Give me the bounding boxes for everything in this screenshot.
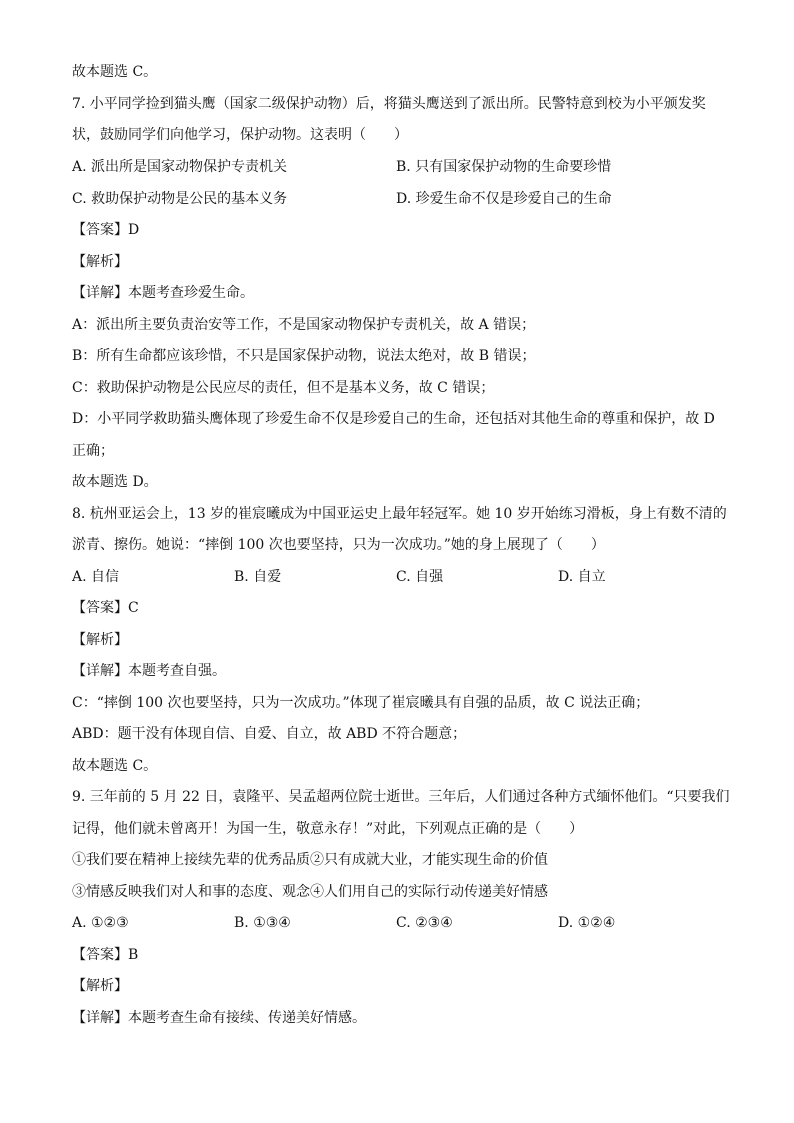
q9-answer: 【答案】B	[72, 947, 139, 963]
q7-explanation-b: B：所有生命都应该珍惜，不只是国家保护动物，说法太绝对，故 B 错误；	[72, 348, 536, 364]
q9-option-b: B. ①③④	[234, 915, 291, 931]
q8-answer: 【答案】C	[72, 600, 139, 616]
q8-stem-line-2: 淤青、擦伤。她说：“摔倒 100 次也要坚持，只为一次成功。”她的身上展现了（ ）	[72, 537, 605, 553]
q7-explanation-a: A：派出所主要负责治安等工作，不是国家动物保护专责机关，故 A 错误；	[72, 317, 536, 333]
q9-option-c: C. ②③④	[396, 915, 453, 931]
q7-options-row-2	[72, 189, 732, 209]
q9-option-a: A. ①②③	[72, 915, 129, 931]
q8-conclusion: 故本题选 C。	[72, 758, 158, 774]
q9-analysis-heading: 【解析】	[72, 978, 128, 994]
q7-explanation-d-line-2: 正确；	[72, 443, 114, 459]
q9-stem-line-2: 记得，他们就未曾离开！为国一生，敬意永存！”对此，下列观点正确的是（ ）	[72, 821, 584, 837]
q7-option-b: B. 只有国家保护动物的生命要珍惜	[396, 159, 612, 175]
q9-option-d: D. ①②④	[558, 915, 616, 931]
q6-conclusion: 故本题选 C。	[72, 64, 158, 80]
q7-explanation-d-line-1: D：小平同学救助猫头鹰体现了珍爱生命不仅是珍爱自己的生命，还包括对其他生命的尊重和保护，故 D	[72, 411, 715, 427]
q8-analysis-heading: 【解析】	[72, 632, 128, 648]
q7-option-c: C. 救助保护动物是公民的基本义务	[72, 191, 288, 207]
q8-detail: 【详解】本题考查自强。	[72, 663, 226, 679]
q7-detail: 【详解】本题考查珍爱生命。	[72, 285, 254, 301]
q8-explanation-abd: ABD：题干没有体现自信、自爱、自立，故 ABD 不符合题意；	[72, 726, 467, 742]
q8-stem-line-1: 8. 杭州亚运会上，13 岁的崔宸曦成为中国亚运史上最年轻冠军。她 10 岁开始练习滑板，身上有数不清的	[72, 506, 727, 522]
q9-statements-line-2: ③情感反映我们对人和事的态度、观念④人们用自己的实际行动传递美好情感	[72, 884, 548, 900]
q7-answer: 【答案】D	[72, 222, 140, 238]
q9-detail: 【详解】本题考查生命有接续、传递美好情感。	[72, 1010, 366, 1026]
q8-option-b: B. 自爱	[234, 569, 282, 585]
q7-stem-line-2: 状，鼓励同学们向他学习，保护动物。这表明（ ）	[72, 127, 408, 143]
q7-option-a: A. 派出所是国家动物保护专责机关	[72, 159, 288, 175]
q9-statements-line-1: ①我们要在精神上接续先辈的优秀品质②只有成就大业，才能实现生命的价值	[72, 852, 548, 868]
q8-explanation-c: C：“摔倒 100 次也要坚持，只为一次成功。”体现了崔宸曦具有自强的品质，故 C 说法正确；	[72, 695, 650, 711]
q8-option-c: C. 自强	[396, 569, 444, 585]
q8-options-row	[72, 567, 732, 587]
q7-analysis-heading: 【解析】	[72, 254, 128, 270]
q7-explanation-c: C：救助保护动物是公民应尽的责任，但不是基本义务，故 C 错误；	[72, 380, 495, 396]
q8-option-d: D. 自立	[558, 569, 606, 585]
q7-conclusion: 故本题选 D。	[72, 474, 158, 490]
q7-stem-line-1: 7. 小平同学捡到猫头鹰（国家二级保护动物）后，将猫头鹰送到了派出所。民警特意到校为小平颁发奖	[72, 96, 706, 112]
q9-options-row	[72, 913, 732, 933]
q8-option-a: A. 自信	[72, 569, 120, 585]
q7-options-row-1	[72, 157, 732, 177]
q7-option-d: D. 珍爱生命不仅是珍爱自己的生命	[396, 191, 612, 207]
q9-stem-line-1: 9. 三年前的 5 月 22 日，袁隆平、吴孟超两位院士逝世。三年后，人们通过各种方式缅怀他们。“只要我们	[72, 789, 730, 805]
